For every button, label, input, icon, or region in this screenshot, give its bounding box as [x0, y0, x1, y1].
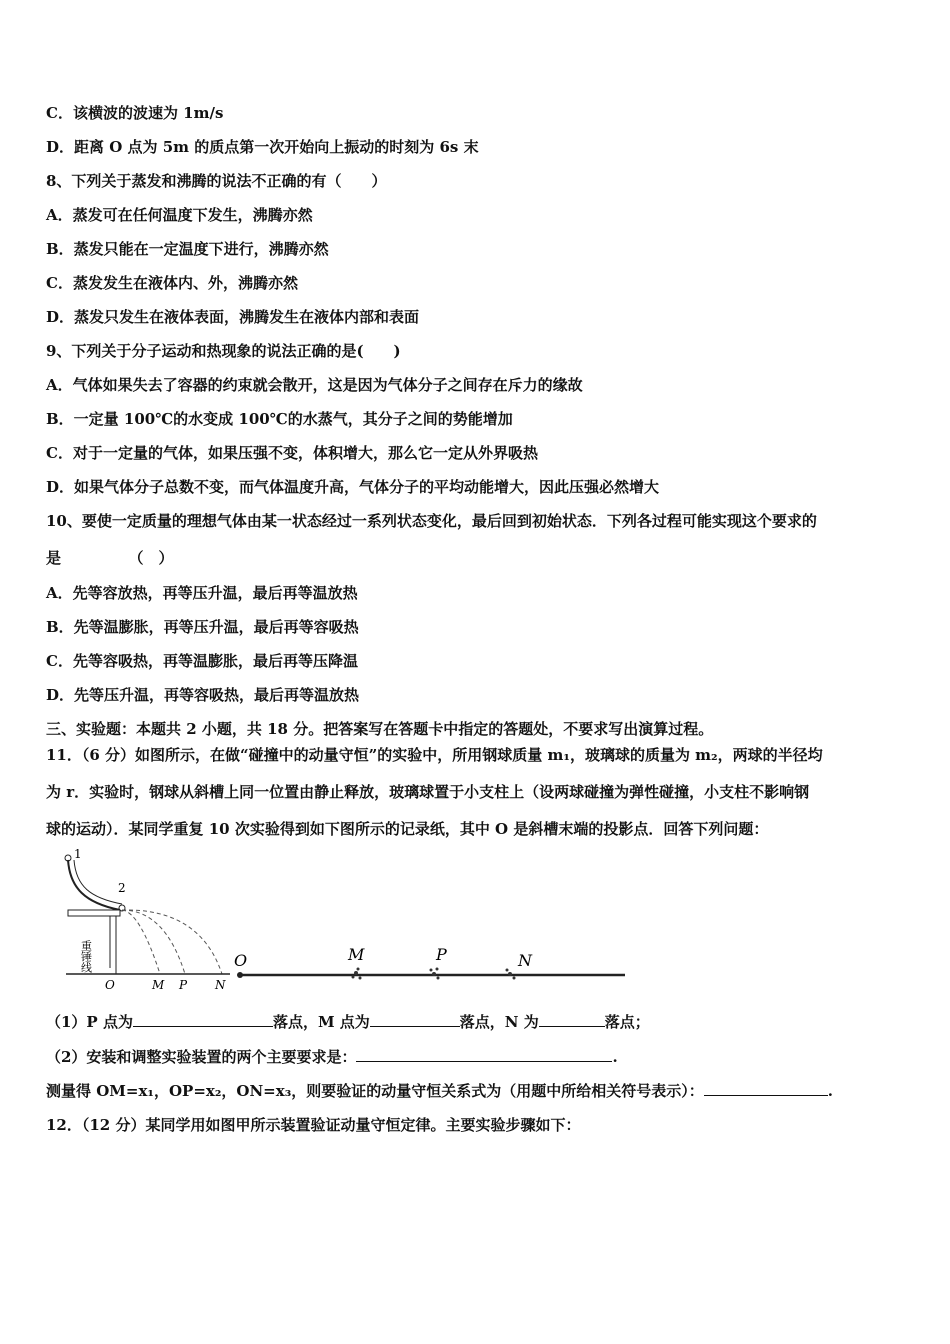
question-11-line2: 为 r．实验时，钢球从斜槽上同一位置由静止释放，玻璃球置于小支柱上（设两球碰撞为弹性碰撞，小支柱不影响钢	[46, 783, 810, 801]
right-label-o: O	[234, 951, 248, 970]
left-label-n: N	[215, 978, 226, 992]
q9-option-a: A．气体如果失去了容器的约束就会散开，这是因为气体分子之间存在斥力的缘故	[46, 376, 583, 394]
blank-n[interactable]	[539, 1011, 605, 1027]
part3-end: .	[827, 1082, 833, 1100]
q10-option-c: C．先等容吸热，再等温膨胀，最后再等压降温	[46, 652, 358, 670]
question-11-line1: 11．（6 分）如图所示，在做“碰撞中的动量守恒”的实验中，所用钢球质量 m₁，玻璃球的质量为 m₂，两球的半径均	[46, 746, 823, 764]
question-8: 8、下列关于蒸发和沸腾的说法不正确的有（ ）	[46, 172, 387, 190]
label-1: 1	[74, 848, 82, 861]
section-3-heading: 三、实验题：本题共 2 小题，共 18 分。把答案写在答题卡中指定的答题处，不要求写出演算过程。	[46, 720, 714, 738]
q10-option-d: D．先等压升温，再等容吸热，最后再等温放热	[46, 686, 360, 704]
marks-m	[352, 968, 362, 980]
left-label-p: P	[179, 978, 188, 992]
question-12: 12．（12 分）某同学用如图甲所示装置验证动量守恒定律。主要实验步骤如下：	[46, 1116, 581, 1134]
part2-text: （2）安装和调整实验装置的两个主要要求是：	[46, 1048, 357, 1066]
question-10-line2: 是 （ ）	[46, 549, 174, 567]
blank-m[interactable]	[370, 1011, 460, 1027]
option-c-wave: C．该横波的波速为 1m/s	[46, 104, 224, 122]
part3-text: 测量得 OM=x₁，OP=x₂，ON=x₃，则要验证的动量守恒关系式为（用题中所给相关符号表示）：	[46, 1082, 704, 1100]
label-2: 2	[118, 881, 126, 895]
q10-option-b: B．先等温膨胀，再等压升温，最后再等容吸热	[46, 618, 359, 636]
q11-part1	[46, 1011, 900, 1032]
record-paper	[234, 945, 625, 980]
question-9: 9、下列关于分子运动和热现象的说法正确的是( )	[46, 342, 401, 360]
q9-option-c: C．对于一定量的气体，如果压强不变，体积增大，那么它一定从外界吸热	[46, 444, 538, 462]
right-label-p: P	[436, 945, 447, 964]
marks-p	[430, 968, 440, 980]
q8-option-d: D．蒸发只发生在液体表面，沸腾发生在液体内部和表面	[46, 308, 420, 326]
blank-relation[interactable]	[704, 1080, 828, 1096]
blank-requirements[interactable]	[356, 1046, 612, 1062]
part1-text-b: 落点，M 点为	[272, 1013, 370, 1031]
part1-text-d: 落点；	[604, 1013, 650, 1031]
left-label-o: O	[105, 978, 115, 992]
apparatus-diagram	[65, 848, 230, 992]
q8-option-b: B．蒸发只能在一定温度下进行，沸腾亦然	[46, 240, 329, 258]
q9-option-d: D．如果气体分子总数不变，而气体温度升高，气体分子的平均动能增大，因此压强必然增大	[46, 478, 660, 496]
right-label-n: N	[518, 951, 532, 970]
q10-option-a: A．先等容放热，再等压升温，最后再等温放热	[46, 584, 358, 602]
q11-part3	[46, 1080, 900, 1101]
question-11-line3: 球的运动）．某同学重复 10 次实验得到如下图所示的记录纸，其中 O 是斜槽末端的投影点．回答下列问题：	[46, 820, 769, 838]
right-label-m: M	[348, 945, 365, 964]
q8-option-c: C．蒸发发生在液体内、外，沸腾亦然	[46, 274, 298, 292]
blank-p[interactable]	[133, 1011, 273, 1027]
left-label-m: M	[152, 978, 165, 992]
part1-text-a: （1）P 点为	[46, 1013, 133, 1031]
q11-part2	[46, 1046, 900, 1067]
option-d-wave: D．距离 O 点为 5m 的质点第一次开始向上振动的时刻为 6s 末	[46, 138, 479, 156]
plumb-label: 重锤线	[79, 940, 93, 973]
q8-option-a: A．蒸发可在任何温度下发生，沸腾亦然	[46, 206, 313, 224]
experiment-figure	[60, 848, 630, 993]
question-10-line1: 10、要使一定质量的理想气体由某一状态经过一系列状态变化，最后回到初始状态．下列各过程可能实现这个要求的	[46, 512, 817, 530]
part1-text-c: 落点，N 为	[459, 1013, 539, 1031]
q9-option-b: B．一定量 100℃的水变成 100℃的水蒸气，其分子之间的势能增加	[46, 410, 513, 428]
part2-end: .	[612, 1048, 618, 1066]
